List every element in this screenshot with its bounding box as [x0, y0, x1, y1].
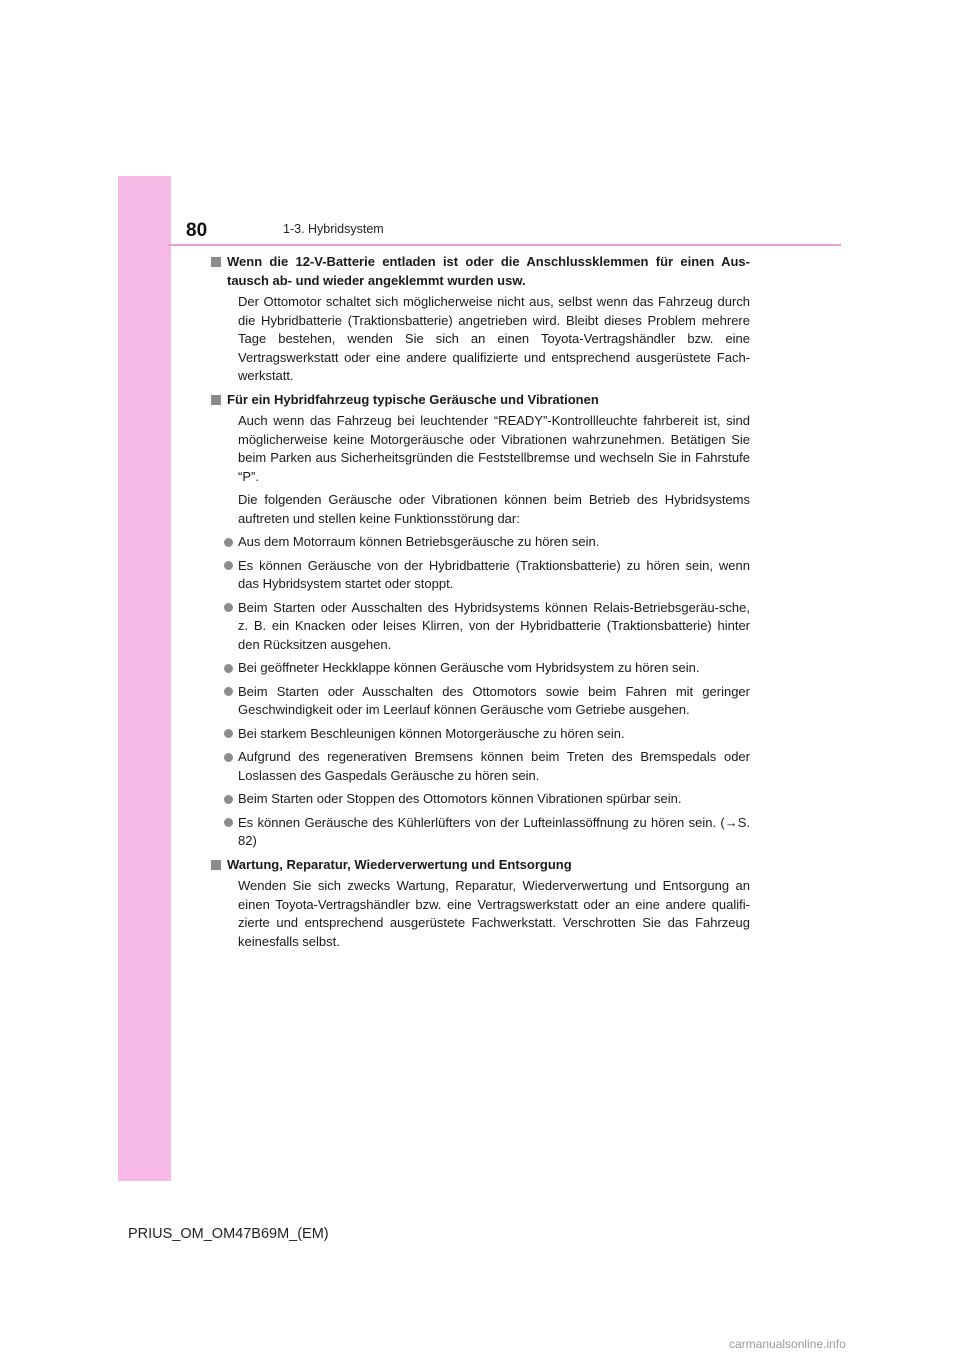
chapter-sidebar-tab	[118, 176, 171, 1181]
list-item-text: Es können Geräusche von der Hybridbatterie (Traktionsbatterie) zu hören sein, wenn das Hybridsystem startet oder stoppt.	[238, 557, 750, 591]
list-item	[224, 683, 750, 720]
list-item	[224, 790, 750, 809]
paragraph: Der Ottomotor schaltet sich möglicherweise nicht aus, selbst wenn das Fahrzeug durch die Hybridbatterie (Traktionsbatterie) angetrieben wird. Bleibt dieses Problem mehrere Tage bestehen, wenden Sie sich an einen Toyota-Vertragshändler bzw. eine Vertragswerkstatt oder eine andere qualifizierte und entsprechend ausgerüstete Fach-werkstatt.	[238, 294, 750, 383]
section-heading	[210, 391, 750, 410]
list-item-text: Aus dem Motorraum können Betriebsgeräusche zu hören sein.	[238, 534, 600, 549]
paragraph: Wenden Sie sich zwecks Wartung, Reparatur, Wiederverwertung und Entsorgung an einen Toyota-Vertragshändler bzw. eine Vertragswerkstatt oder an eine andere qualifi-zierte und entsprechend ausgerüstete Fachwerkstatt. Verschrotten Sie das Fahrzeug keinesfalls selbst.	[238, 878, 750, 949]
square-bullet-icon	[211, 395, 221, 405]
circle-bullet-icon	[224, 729, 233, 738]
section-battery	[210, 253, 750, 386]
list-item-text: Beim Starten oder Ausschalten des Ottomotors sowie beim Fahren mit geringer Geschwindigkeit oder im Leerlauf können Geräusche vom Getriebe ausgehen.	[238, 683, 750, 717]
list-item-text: Es können Geräusche des Kühlerlüfters von der Lufteinlassöffnung zu hören sein. (→S. 82)	[238, 814, 750, 848]
circle-bullet-icon	[224, 538, 233, 547]
page-header	[118, 176, 840, 246]
section-heading-text: Wartung, Reparatur, Wiederverwertung und Entsorgung	[227, 856, 572, 872]
header-divider	[168, 244, 841, 246]
list-item	[224, 557, 750, 594]
circle-bullet-icon	[224, 664, 233, 673]
list-item-text: Bei starkem Beschleunigen können Motorgeräusche zu hören sein.	[238, 725, 625, 741]
circle-bullet-icon	[224, 687, 233, 696]
list-item-text: Aufgrund des regenerativen Bremsens können beim Treten des Bremspedals oder Loslassen des Gaspedals Geräusche zu hören sein.	[238, 749, 750, 783]
list-item-text: Beim Starten oder Stoppen des Ottomotors können Vibrationen spürbar sein.	[238, 791, 682, 806]
circle-bullet-icon	[224, 818, 233, 827]
circle-bullet-icon	[224, 603, 233, 612]
main-content	[210, 253, 750, 956]
watermark: carmanualsonline.info	[729, 1337, 846, 1351]
paragraph: Die folgenden Geräusche oder Vibrationen können beim Betrieb des Hybridsystems auftreten und stellen keine Funktionsstörung dar:	[238, 492, 750, 526]
circle-bullet-icon	[224, 561, 233, 570]
list-item	[224, 748, 750, 785]
list-item	[224, 725, 750, 744]
circle-bullet-icon	[224, 795, 233, 804]
section-heading-text: Wenn die 12-V-Batterie entladen ist oder die Anschlussklemmen für einen Aus-tausch ab- und wieder angeklemmt wurden usw.	[227, 254, 750, 288]
section-noises	[210, 391, 750, 851]
list-item-text: Bei geöffneter Heckklappe können Geräusche vom Hybridsystem zu hören sein.	[238, 660, 700, 675]
list-item	[224, 659, 750, 678]
page-number: 80	[186, 220, 208, 241]
list-item	[224, 814, 750, 851]
section-heading	[210, 856, 750, 875]
square-bullet-icon	[211, 860, 221, 870]
section-heading-text: Für ein Hybridfahrzeug typische Geräusche und Vibrationen	[227, 391, 599, 407]
list-item	[224, 599, 750, 655]
list-item	[224, 533, 750, 552]
document-code: PRIUS_OM_OM47B69M_(EM)	[128, 1226, 329, 1242]
circle-bullet-icon	[224, 753, 233, 762]
list-item-text: Beim Starten oder Ausschalten des Hybridsystems können Relais-Betriebsgeräu-sche, z. B. ein Knacken oder leises Klirren, von der Hybridbatterie (Traktionsbatterie) hinter den Rücksitzen ausgehen.	[238, 599, 750, 652]
square-bullet-icon	[211, 257, 221, 267]
section-title: 1-3. Hybridsystem	[283, 222, 384, 236]
paragraph: Auch wenn das Fahrzeug bei leuchtender “READY”-Kontrollleuchte fahrbereit ist, sind möglicherweise keine Motorgeräusche oder Vibrationen wahrzunehmen. Betätigen Sie beim Parken aus Sicherheitsgründen die Feststellbremse und wechseln Sie in Fahrstufe “P”.	[238, 413, 750, 484]
section-heading	[210, 253, 750, 290]
section-maintenance	[210, 856, 750, 952]
